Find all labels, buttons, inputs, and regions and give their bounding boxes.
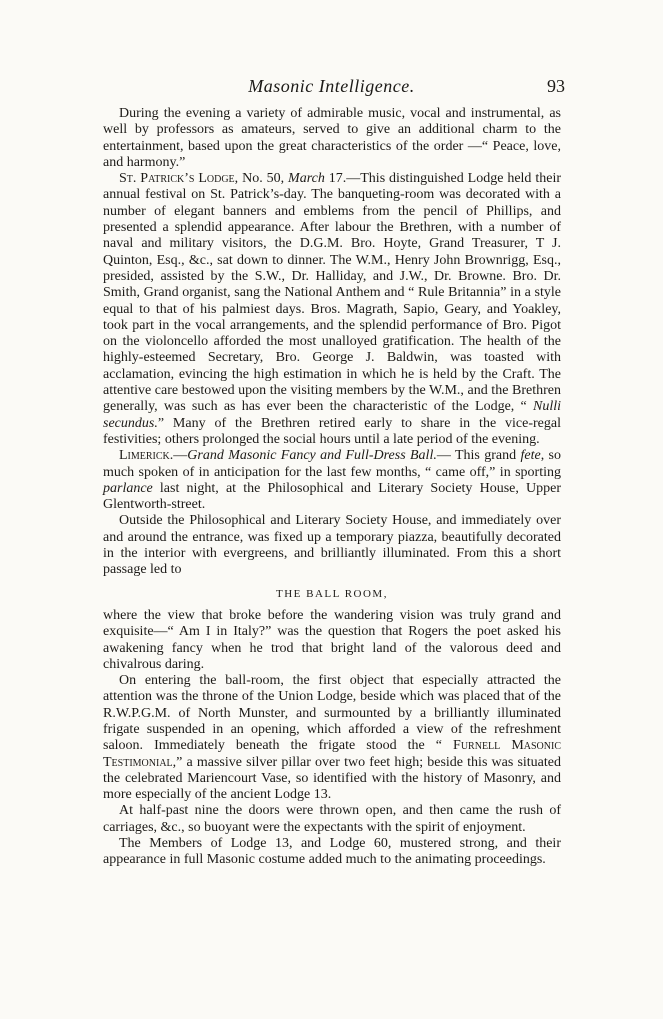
lodge-motto: Nulli secundus. — [103, 399, 561, 431]
paragraph-limerick-ball — [103, 448, 561, 513]
article-body — [103, 106, 561, 869]
section-heading: THE BALL ROOM, — [276, 587, 388, 600]
lodge-report-tail: ” Many of the Brethren retired early to share in the vice-regal festivities; others prolonged the social hours until a late period of the evening. — [103, 415, 561, 447]
running-head — [0, 76, 663, 100]
paragraph-st-patricks-lodge — [103, 171, 561, 448]
lodge-number: , No. 50, — [234, 171, 289, 187]
paragraph-evening-music: During the evening a variety of admirable music, vocal and instrumental, as well by professors as amateurs, served to give an additional charm to the entertainment, based upon the great characteristics of the order —“ Peace, love, and harmony.” — [103, 106, 561, 170]
paragraph-ball-room-view: where the view that broke before the wandering vision was truly grand and exquisite—“ Am I in Italy?” was the question that Rogers the poet asked his awakening fancy when he trod that bright land of the valorous deed and chivalrous daring. — [103, 607, 561, 672]
lodge-report-text: 17.—This distinguished Lodge held their annual festival on St. Patrick’s-day. The banqueting-room was decorated with a number of elegant banners and emblems from the pencil of Phillips, and presented a splendid appearance. After labour the Brethren, with a number of naval and military visitors, the D.G.M. Bro. Hoyte, Grand Treasurer, T J. Quinton, Esq., &c., sat down to dinner. The W.M., Henry John Brownrigg, Esq., presided, assisted by the S.W., Dr. Halliday, and J.W., Dr. Browne. Bro. Dr. Smith, Grand organist, sang the National Anthem and “ Rule Britannia” in a style equal to that of his palmiest days. Bros. Magrath, Sapio, Geary, and Yoakley, took part in the vocal arrangements, and the splendid performance of Bro. Pigot on the violoncello afforded the most unalloyed gratification. The health of the highly-esteemed Secretary, Bro. George J. Baldwin, was toasted with acclamation, evincing the high estimation in which he is held by the Craft. The attentive care bestowed upon the visiting members by the W.M., and the Brethren generally, was such as has ever been the characteristic of the Lodge, “ — [103, 171, 561, 415]
event-title: Grand Masonic Fancy and Full-Dress Ball. — [187, 448, 437, 464]
place-dash: .— — [169, 448, 188, 464]
throne-text-b: ,” a massive silver pillar over two feet high; beside this was situated the celebrated Mariencourt Vase, so identified with the history of Masonry, and more especially of the ancient Lodge 13. — [103, 754, 561, 803]
paragraph-doors-open: At half-past nine the doors were thrown open, and then came the rush of carriages, &c., so buoyant were the expectants with the spirit of enjoyment. — [103, 803, 561, 835]
testimonial-name: Furnell Masonic Testimonial — [103, 738, 561, 770]
paragraph-throne — [103, 673, 561, 803]
page-title: Masonic Intelligence. — [248, 76, 415, 96]
ball-text-a: — This grand — [436, 448, 521, 464]
lodge-name: St. Patrick’s Lodge — [119, 171, 235, 187]
throne-text-a: On entering the ball-room, the first object that especially attracted the attention was the throne of the Union Lodge, beside which was placed that of the R.W.P.G.M. of North Munster, and surmounted by a brilliantly illuminated frigate suspended in an opening, which afforded a view of the refreshment saloon. Immediately beneath the frigate stood the “ — [103, 673, 561, 754]
page-number: 93 — [547, 76, 565, 96]
ball-text-c: last night, at the Philosophical and Literary Society House, Upper Glentworth-street. — [103, 480, 561, 513]
meeting-date: March — [288, 171, 325, 187]
place-name: Limerick — [119, 448, 170, 464]
paragraph-entrance: Outside the Philosophical and Literary Society House, and immediately over and around the entrance, was fixed up a temporary piazza, beautifully decorated in the interior with evergreens, and brilliantly illuminated. From this a short passage led to — [103, 513, 561, 578]
fete-word: fete — [520, 448, 541, 464]
paragraph-lodge-members: The Members of Lodge 13, and Lodge 60, mustered strong, and their appearance in full Masonic costume added much to the animating proceedings. — [103, 836, 561, 868]
ball-text-b: , so much spoken of in anticipation for the last few months, “ came off,” in sporting — [103, 448, 562, 480]
parlance-word: parlance — [103, 480, 153, 496]
